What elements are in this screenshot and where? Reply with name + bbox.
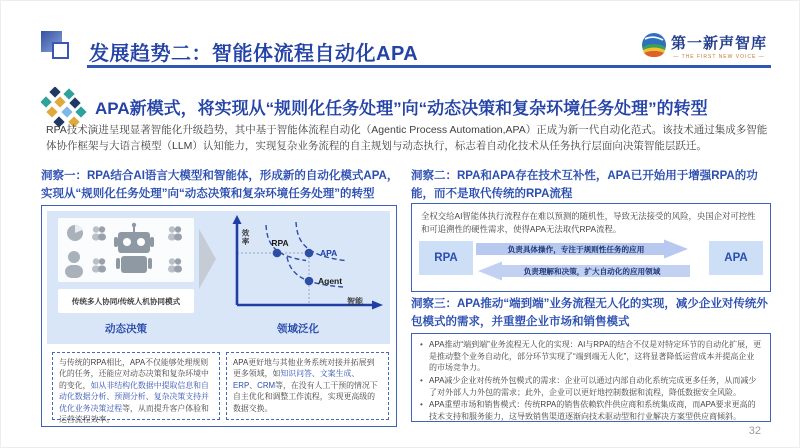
apa-chip: APA: [709, 241, 763, 275]
bullet-item: • APA减少企业对传统外包模式的需求：企业可以通过内部自动化系统完成更多任务，从而减少了对外部人力外包的需求；此外，企业可以更好地控制数据和流程，降低数据安全风险。: [418, 375, 762, 398]
people-robot-icon: [62, 221, 190, 279]
flow-arrows: [476, 239, 690, 281]
chart-x-axis-label: 智能: [347, 297, 363, 306]
note-left-emphasis: 如从非结构化数据中提取信息和自动化数据分析、预测分析、复杂决策支持并优化业务决策过程: [59, 380, 209, 413]
brand-tagline: — THE FIRST NEW VOICE —: [673, 54, 765, 60]
insight3-bullet-list: [418, 339, 762, 423]
page-number: 32: [748, 425, 761, 437]
note-right-emphasis: 知识问答、文案生成、ERP、CRM: [233, 369, 360, 390]
intro-headline: APA新模式，将实现从“规则化任务处理”向“动态决策和复杂环境任务处理”的转型: [95, 99, 708, 118]
brand-logo: [641, 32, 767, 60]
rpa-chip: RPA: [419, 241, 473, 275]
arrow-top-label: 负责具体操作，专注于规则性任务的应用: [507, 245, 645, 255]
collaboration-illustration: [58, 218, 194, 282]
insight1-panel: [41, 205, 397, 427]
note-right-tail: 等，在没有人工干预的情况下自主优化和调整工作流程，实现更高级的数据交换。: [233, 380, 378, 413]
caption-dynamic-decision: 动态决策: [105, 323, 147, 335]
insight1-diagram-area: [47, 211, 390, 344]
insight2-title: 洞察二：RPA和APA存在技术互补性，APA已开始用于增强RPA的功能，而不是取代传统的RPA流程: [411, 170, 758, 200]
header-squares-icon: [41, 31, 77, 67]
chart-label-apa: APA: [320, 248, 338, 258]
chart-label-rpa: RPA: [271, 238, 289, 248]
insight3-title: 洞察三：APA推动“端到端”业务流程无人化的实现，减少企业对传统外包模式的需求，并重塑企业市场和销售模式: [411, 298, 768, 328]
arrow-bottom-label: 负责理解和决策，扩大自动化的应用领域: [523, 267, 661, 277]
collaboration-caption: 传统多人协同/传统人机协同模式: [58, 289, 194, 313]
brand-name: 第一新声智库: [670, 35, 767, 52]
insight2-panel: [411, 203, 771, 292]
caption-domain-generalization: 领域泛化: [277, 323, 319, 335]
note-left-text: 与传统的RPA相比，APA不仅能够处理规则化的任务，还能应对动态决策和复杂环境中的变化，: [59, 358, 209, 390]
title-underline: [87, 65, 771, 68]
insight1-title: 洞察一：RPA结合AI语言大模型和智能体，形成新的自动化模式APA，实现从“规则化任务处理”向“动态决策和复杂环境任务处理”的转型: [41, 170, 399, 200]
page-title: 发展趋势二：智能体流程自动化APA: [89, 43, 419, 65]
insight1-note-right: [226, 352, 389, 420]
note-left-tail: 等，从而提升客户体验和运营流程效率。: [59, 403, 209, 425]
intro-paragraph: RPA技术演进呈现显著智能化升级趋势，其中基于智能体流程自动化（Agentic Process Automation,APA）正成为新一代自动化范式。该技术通过集成多智能体协作框架与大语言模型（LLM）认知能力，实现复杂业务流程的自主规划与动态执行，标志着自动化技术从任务执行层面向决策智能层跃迁。: [46, 124, 768, 153]
bullet-item: • APA重塑市场和销售模式：传统RPA的销售依赖软件供应商和系统集成商，而APA要求更高的技术支持和服务能力，这导致销售渠道逐渐向技术驱动型和行业解决方案型供应商倾斜。: [418, 399, 762, 422]
transition-arrow-icon: [199, 229, 216, 289]
insight2-body: 全权交给AI智能体执行流程存在难以预测的随机性，导致无法接受的风险，央国企对可控性和可追溯性的硬性需求，使得APA无法取代RPA流程。: [421, 211, 756, 234]
note-right-text: APA更好地与其他业务系统对接并拓展到更多领域，如: [233, 358, 375, 379]
rpa-apa-flow: [412, 238, 770, 282]
chart-label-agent: Agent: [318, 276, 343, 286]
globe-icon: [641, 32, 667, 58]
chart-y-axis-label: 效率: [241, 229, 250, 246]
bullet-item: • APA推动“端到端”业务流程无人化的实现：AI与RPA的结合不仅是对特定环节的自动化扩展，更是推动整个业务自动化，部分环节实现了“端到端无人化”，这将显著降低运营成本并提高企业的市场竞争力。: [418, 339, 762, 374]
insight1-note-left: [52, 352, 220, 425]
insight3-panel: [411, 333, 771, 422]
